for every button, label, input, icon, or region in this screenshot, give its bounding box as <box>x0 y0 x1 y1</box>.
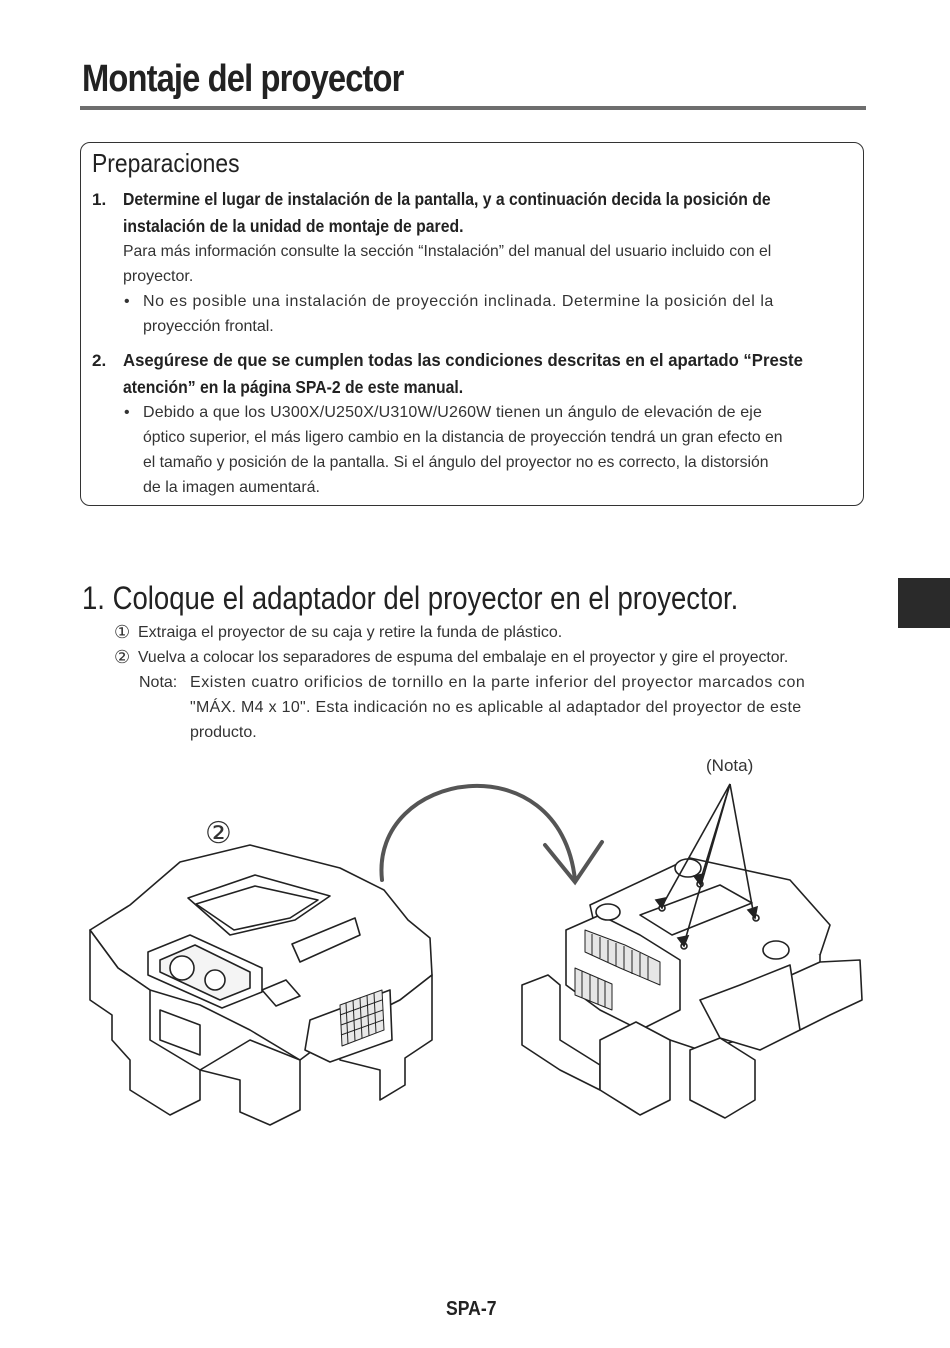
bullet-mark: • <box>124 404 130 421</box>
note-line: producto. <box>190 724 257 741</box>
item-bold-line: Determine el lugar de instalación de la pantalla, y a continuación decida la posición de <box>123 189 771 209</box>
bullet-line: Debido a que los U300X/U250X/U310W/U260W tienen un ángulo de elevación de eje <box>143 404 763 421</box>
section-title: 1. Coloque el adaptador del proyector en el proyector. <box>82 580 739 616</box>
bullet-line: el tamaño y posición de la pantalla. Si el ángulo del proyector no es correcto, la distorsión <box>143 454 769 471</box>
item-number: 1. <box>92 190 107 209</box>
item-body-line: Para más información consulte la sección “Instalación” del manual del usuario incluido con el <box>123 243 772 260</box>
step-marker: ② <box>114 647 131 667</box>
bullet-mark: • <box>124 293 130 310</box>
foam-packed-projector <box>90 845 432 1125</box>
item-number: 2. <box>92 351 107 370</box>
note-line: "MÁX. M4 x 10". Esta indicación no es aplicable al adaptador del proyector de este <box>190 699 802 716</box>
item-body-line: proyector. <box>123 268 194 285</box>
item-bold-line: atención” en la página SPA-2 de este manual. <box>123 377 464 397</box>
page-number: SPA-7 <box>446 1298 497 1320</box>
bullet-line: proyección frontal. <box>143 318 274 335</box>
flipped-projector <box>522 858 862 1118</box>
step-text: Extraiga el proyector de su caja y retire la funda de plástico. <box>138 624 563 641</box>
page-title: Montaje del proyector <box>82 58 404 100</box>
note-label: Nota: <box>139 674 178 691</box>
step-text: Vuelva a colocar los separadores de espuma del embalaje en el proyector y gire el proyector. <box>138 649 789 666</box>
bullet-line: óptico superior, el más ligero cambio en la distancia de proyección tendrá un gran efecto en <box>143 429 783 446</box>
note-line: Existen cuatro orificios de tornillo en la parte inferior del proyector marcados con <box>190 674 806 691</box>
bullet-line: No es posible una instalación de proyección inclinada. Determine la posición del la <box>143 293 774 310</box>
item-bold-line: instalación de la unidad de montaje de pared. <box>123 216 464 236</box>
figure-step-marker: ② <box>205 817 232 850</box>
figure-note-label: (Nota) <box>706 756 754 775</box>
step-marker: ① <box>114 622 131 642</box>
item-bold-line: Asegúrese de que se cumplen todas las condiciones descritas en el apartado “Preste <box>123 350 803 370</box>
preparations-heading: Preparaciones <box>92 148 240 178</box>
rotation-arrow <box>381 786 602 882</box>
bullet-line: de la imagen aumentará. <box>143 479 320 496</box>
